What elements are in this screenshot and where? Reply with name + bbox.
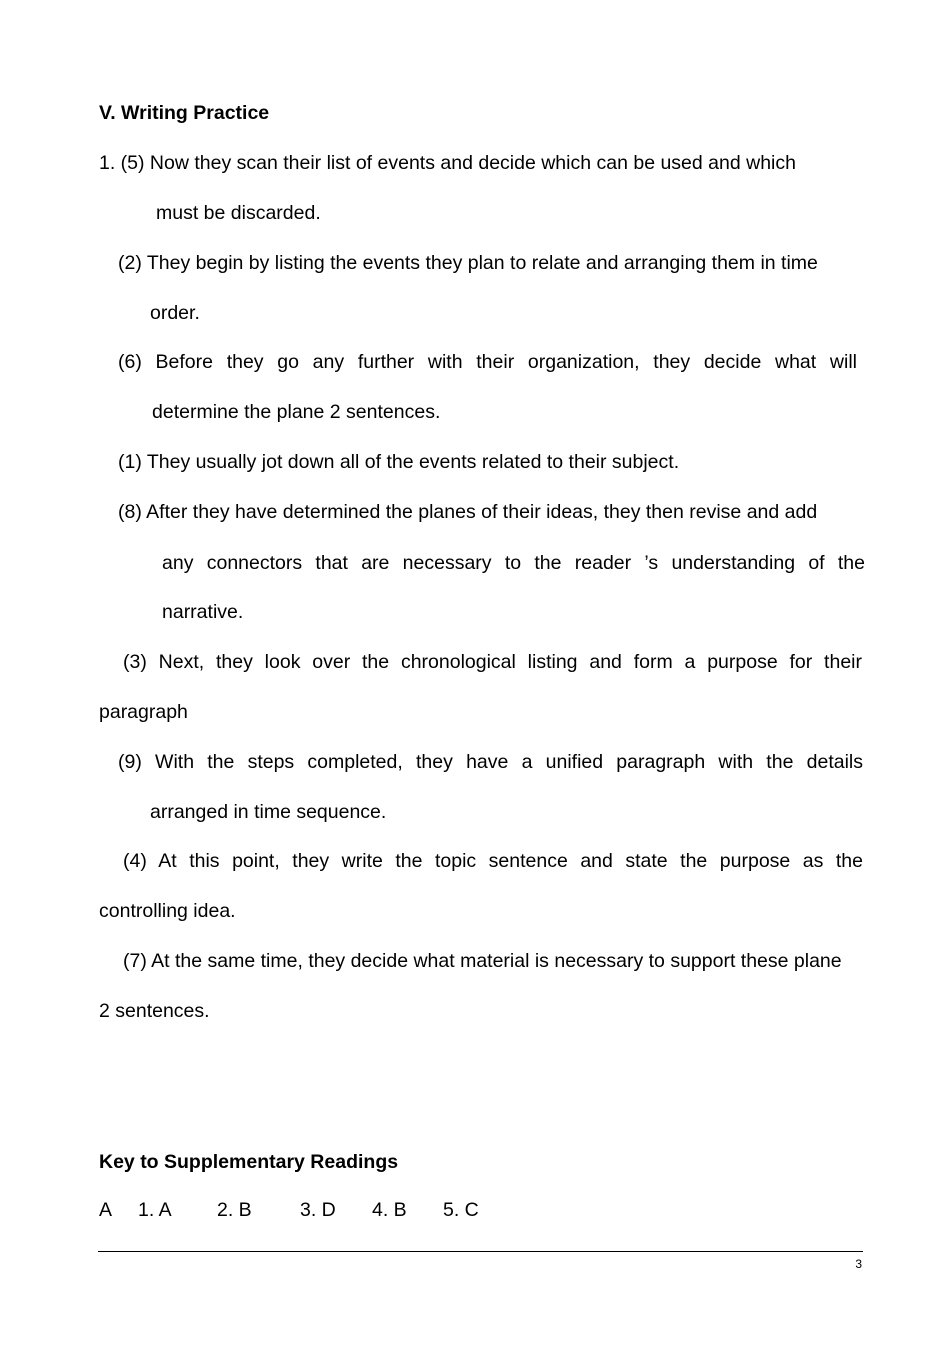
practice-item-6-line1: (6) Before they go any further with their organization, they decide what will [118,351,857,373]
practice-item-2-line2: order. [150,302,200,324]
practice-item-9-line2: arranged in time sequence. [150,801,387,823]
practice-item-8-line1: (8) After they have determined the planes of their ideas, they then revise and add [118,501,818,523]
practice-item-2-line1: (2) They begin by listing the events they plan to relate and arranging them in time [118,252,818,274]
answer-5: 5. C [443,1199,479,1221]
practice-item-8-line3: narrative. [162,601,244,623]
practice-item-4-line2: controlling idea. [99,900,236,922]
practice-item-7-line1: (7) At the same time, they decide what material is necessary to support these plane [123,950,842,972]
practice-item-6-line2: determine the plane 2 sentences. [152,401,441,423]
practice-item-5-line1: 1. (5) Now they scan their list of events and decide which can be used and which [99,152,796,174]
practice-item-9-line1: (9) With the steps completed, they have a unified paragraph with the details [118,751,863,773]
practice-item-3-line2: paragraph [99,701,188,723]
answer-group-label: A [99,1199,113,1221]
answer-1: 1. A [138,1199,172,1221]
answer-4: 4. B [372,1199,407,1221]
practice-item-3-line1: (3) Next, they look over the chronological listing and form a purpose for their [123,651,862,673]
practice-item-1-line1: (1) They usually jot down all of the events related to their subject. [118,451,680,473]
answer-2: 2. B [217,1199,252,1221]
practice-item-5-line2: must be discarded. [156,202,321,224]
answer-3: 3. D [300,1199,336,1221]
page-number: 3 [855,1257,862,1271]
key-title: Key to Supplementary Readings [99,1151,399,1173]
section-title: V. Writing Practice [99,102,270,124]
answer-row [0,1198,950,1222]
practice-item-4-line1: (4) At this point, they write the topic sentence and state the purpose as the [123,850,863,872]
practice-item-7-line2: 2 sentences. [99,1000,210,1022]
practice-item-8-line2: any connectors that are necessary to the reader ’s understanding of the [162,552,865,574]
footer-rule [98,1251,863,1252]
